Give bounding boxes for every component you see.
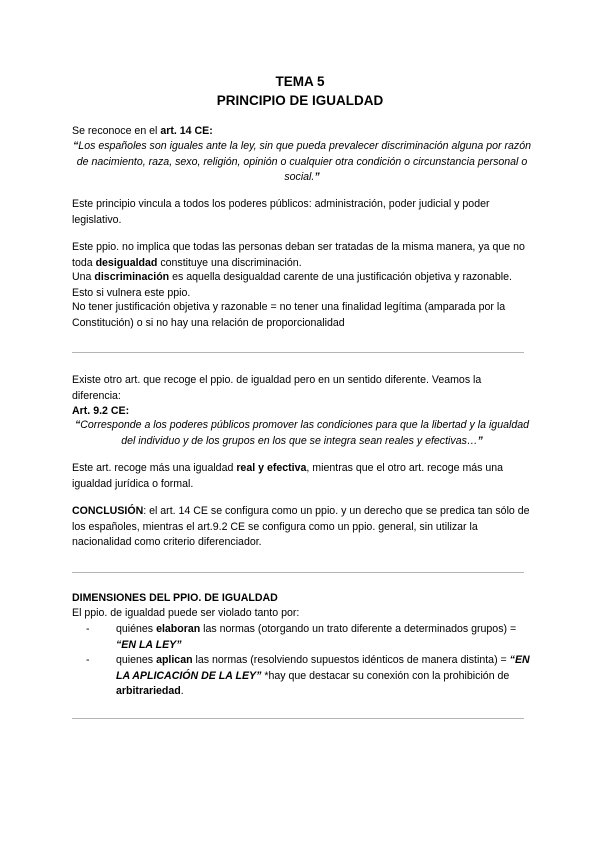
para3-text-a: Una [72, 271, 95, 283]
article-9-2-label: Art. 9.2 CE: [72, 405, 130, 417]
para2-text-b: constituye una discriminación. [157, 256, 302, 269]
en-la-aplicacion-term: “EN LA APLICACIÓN DE LA LEY” [116, 654, 530, 682]
divider [72, 572, 524, 573]
page-title: TEMA 5 [275, 74, 325, 89]
intro-text: Se reconoce en el [72, 125, 161, 137]
desigualdad-term: desigualdad [95, 256, 158, 269]
divider [72, 718, 524, 719]
article-9-2-quote [72, 418, 532, 449]
article-14-label: art. 14 CE: [160, 125, 213, 137]
paragraph-igualdad-real [72, 461, 532, 492]
paragraph-vinculacion: Este principio vincula a todos los poderes públicos: administración, poder judicial y poder legislativo. [72, 198, 490, 226]
intro-line [72, 124, 532, 140]
quote-open: “ [73, 140, 79, 152]
en-la-ley-term: “EN LA LEY” [116, 638, 182, 651]
quote-close: ” [477, 434, 483, 447]
paragraph-discriminacion [72, 270, 532, 301]
article-14-quote [72, 139, 532, 186]
elaboran-term: elaboran [156, 623, 201, 635]
section-heading: DIMENSIONES DEL PPIO. DE IGUALDAD [72, 592, 278, 604]
list-dash: - [86, 654, 90, 666]
para-text-a: Este art. recoge más una igualdad [72, 462, 237, 474]
para3-text-b: es aquella desigualdad carente de una justificación objetiva y razonable. Esto si vulnera este ppio. [72, 271, 512, 299]
paragraph-desigualdad [72, 240, 532, 271]
list-dash: - [86, 623, 90, 635]
discriminacion-term: discriminación [94, 271, 170, 283]
conclusion-text: : el art. 14 CE se configura como un ppio. y un derecho que se predica tan sólo de los españoles, mientras el art.9.2 CE se configura como un ppio. general, sin utilizar la nacionalidad como criterio diferenciador. [72, 505, 530, 548]
aplican-term: aplican [156, 654, 193, 666]
real-efectiva-term: real y efectiva [236, 462, 307, 474]
quote-text: Los españoles son iguales ante la ley, sin que pueda prevalecer discriminación alguna por razón de nacimiento, raza, sexo, religión, opinión o cualquier otra condición o circunstancia personal o social. [76, 140, 531, 183]
paragraph-conclusion [72, 504, 532, 551]
conclusion-label: CONCLUSIÓN [72, 505, 144, 517]
quote-close: ” [314, 171, 320, 183]
section-intro: El ppio. de igualdad puede ser violado tanto por: [72, 607, 300, 619]
divider [72, 352, 524, 353]
quote-open: “ [74, 419, 81, 431]
list-item: - quienes aplican las normas (resolviendo supuestos idénticos de manera distinta) = “EN LA APLICACIÓN DE LA LEY” *hay que destacar su conexión con la prohibición de arbitrariedad. [86, 654, 530, 697]
paragraph-justificacion: No tener justificación objetiva y razonable = no tener una finalidad legítima (amparada por la Constitución) o si no hay una relación de proporcionalidad [72, 301, 506, 329]
para-text-b: , mientras que el otro art. recoge más una igualdad jurídica o formal. [72, 462, 504, 490]
paragraph-otro-articulo: Existe otro art. que recoge el ppio. de igualdad pero en un sentido diferente. Veamos la diferencia: [72, 374, 482, 402]
arbitrariedad-term: arbitrariedad [116, 685, 181, 697]
list-item: - quiénes elaboran las normas (otorgando un trato diferente a determinados grupos) = “EN LA LEY” [86, 623, 517, 651]
para2-text-a: Este ppio. no implica que todas las personas deban ser tratadas de la misma manera, ya que no toda [72, 241, 525, 269]
page-subtitle: PRINCIPIO DE IGUALDAD [216, 93, 384, 108]
quote-text: Corresponde a los poderes públicos promover las condiciones para que la libertad y la igualdad del individuo y de los grupos en los que se integra sean reales y efectivas… [80, 419, 530, 447]
